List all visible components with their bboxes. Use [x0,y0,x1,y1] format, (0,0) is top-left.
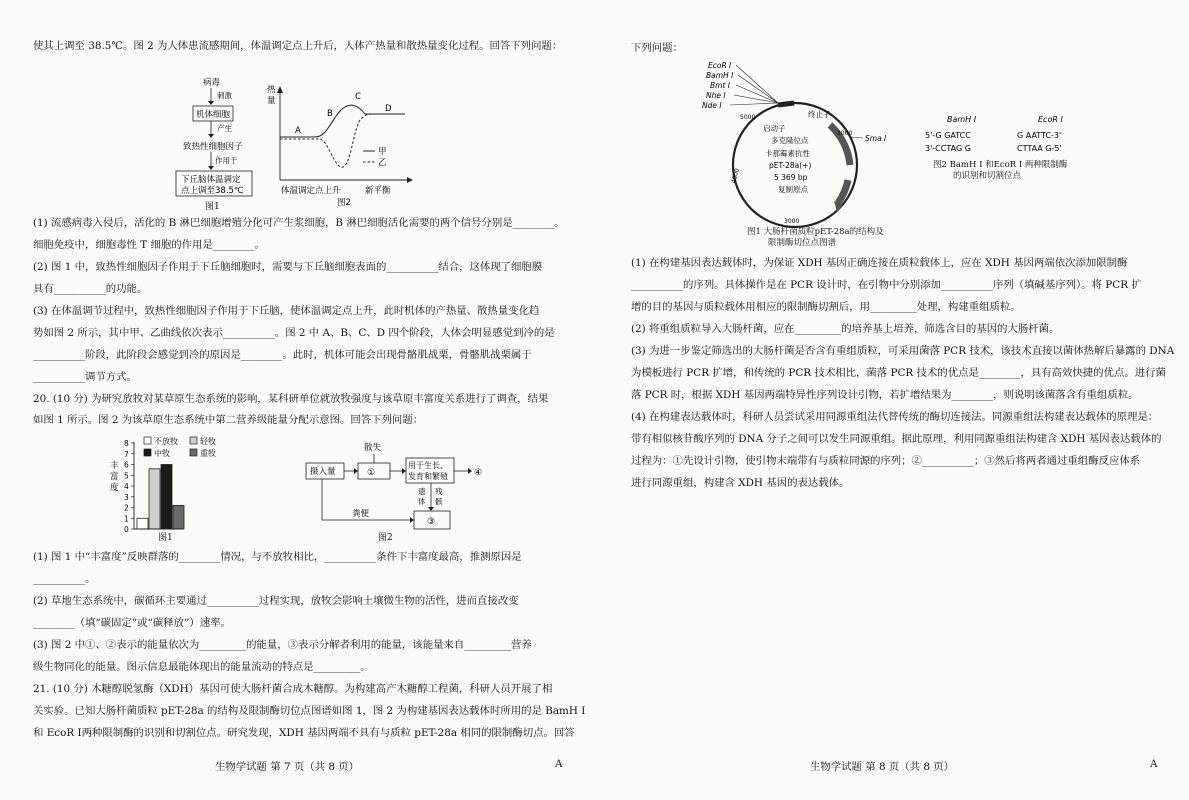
flow-stimulate: 刺激 [217,91,232,100]
energy-remains-2: 体 [418,497,426,506]
text-line: (1) 流感病毒入侵后，活化的 B 淋巴细胞增殖分化可产生浆细胞，B 淋巴细胞活化需要的两个信号分别是________。 [33,217,565,229]
y-tick-label: 5 [124,471,129,481]
text-line: 21. (10 分) 木糖醇脱氢酶（XDH）基因可使大肠杆菌合成木糖醇。为构建高产木糖醇工程菌，科研人员开展了相 [33,683,553,695]
flow-virus: 病毒 [203,78,221,88]
flow-act-on: 作用于 [215,156,238,165]
energy-n1: ① [367,468,376,478]
energy-remains-3: 残 [435,487,443,496]
text-line: (3) 在体温调节过程中，致热性细胞因子作用于下丘脑，使体温调定点上升，此时机体的产热量、散热量变化趋 [33,305,540,317]
page-footer: 生物学试题 第 7 页（共 8 页） [215,761,360,773]
y-tick-label: 3 [124,492,129,502]
fig2-caption: 图2 [337,198,351,208]
plasmid-sma: Sma I [865,134,887,143]
energy-feces: 粪便 [352,509,370,519]
plasmid-caption-1: 图1 大肠杆菌质粒pET-28a的结构及 [747,227,884,237]
text-line: 为模板进行 PCR 扩增，和传统的 PCR 技术相比，菌落 PCR 技术的优点是________，具有高效快捷的优点。进行菌 [631,367,1166,379]
point-c: C [355,92,361,102]
text-line: 势如图 2 所示，其中甲、乙曲线依次表示__________。图 2 中 A、B、C、D 四个阶段，人体会明显感觉到冷的是 [33,327,555,339]
site-nhe: Nhe I [706,91,726,100]
energy-n3: ③ [427,517,436,527]
plasmid-kan: 卡那霉素抗性 [765,149,810,158]
fig2-ylabel-2: 量 [267,96,276,106]
legend-jia: 甲 [378,147,387,157]
text-line: 落 PCR 时，根据 XDH 基因两端特异性序列设计引物，若扩增结果为________，则说明该菌落含有重组质粒。 [631,389,1139,401]
site-bmt: Bmt I [710,81,730,90]
text-line: (1) 在构建基因表达载体时，为保证 XDH 基因正确连接在质粒载体上，应在 XDH 基因两端依次添加限制酶 [631,257,1128,269]
enzyme-caption-1: 图2 BamH I 和EcoR I 两种限制酶 [933,160,1068,170]
y-tick-label: 2 [124,503,129,513]
text-line: 下列问题： [631,42,683,54]
bar-ylabel-2: 富 [110,472,119,482]
page-footer-letter: A [555,758,563,770]
text-line: 带有相似核苷酸序列的 DNA 分子之间可以发生同源重组。据此原理，利用同源重组法构建含 XDH 基因表达载体的 [631,433,1162,445]
plasmid-tick-3000: 3000 [784,218,800,225]
y-tick-label: 4 [124,482,129,491]
y-tick-label: 7 [124,449,129,459]
flow-produce: 产生 [217,124,232,133]
plasmid-tick-1000: 1000 [837,130,853,137]
legend-label: 轻牧 [200,437,216,446]
plasmid-tick-5000: 5000 [740,114,756,121]
bar-2 [149,469,160,529]
heat-curve-figure [265,82,415,207]
text-line: 增的目的基因与质粒载体用相应的限制酶切割后，用_________处理，构建重组质粒。 [631,301,1021,313]
text-line: (4) 在构建表达载体时，科研人员尝试采用同源重组法代替传统的酶切连接法。同源重组法构建表达载体的原理是： [631,411,1159,423]
legend-yi: 乙 [378,158,387,168]
ecor-bottom-strand: CTTAA G-5' [1017,144,1062,153]
legend-label: 中牧 [154,449,170,458]
energy-flow-figure [300,443,495,548]
fig2-x-label-2: 新平衡 [365,186,391,196]
plasmid-mcs: 多克隆位点 [771,136,809,145]
enzyme-caption-2: 的识别和切割位点 [953,171,1022,181]
site-ecor: EcoR I [708,61,732,70]
page-footer: 生物学试题 第 8 页（共 8 页） [810,761,955,773]
energy-remains-1: 遗 [418,487,426,496]
bamh-bottom-strand: 3'-CCTAG G [925,144,971,153]
text-line: (2) 图 1 中，致热性细胞因子作用于下丘脑细胞时，需要与下丘脑细胞表面的__________结合，这体现了细胞膜 [33,261,543,273]
legend-label: 不放牧 [154,437,178,446]
text-line: 级生物同化的能量。图示信息最能体现出的能量流动的特点是_________。 [33,661,371,673]
energy-caption: 图2 [378,533,393,543]
fig2-ylabel-1: 热 [267,85,276,95]
fig2-x-label-1: 体温调定点上升 [281,186,341,196]
plasmid-name: pET-28a(+) [769,161,812,170]
fever-flow-figure [175,75,265,200]
bar-4 [173,505,184,529]
point-a: A [295,126,301,136]
energy-growth-2: 发育和繁殖 [408,472,448,481]
y-tick-label: 6 [124,460,129,470]
text-line: 20. (10 分) 为研究放牧对某草原生态系统的影响，某科研单位就放牧强度与该草原丰富度关系进行了调查，结果 [33,393,549,405]
y-tick-label: 0 [124,525,129,534]
richness-bar-chart [108,432,238,542]
page-footer-letter: A [1150,758,1158,770]
flow-cytokine: 致热性细胞因子 [183,142,243,152]
y-tick-label: 8 [124,439,129,448]
legend-swatch [144,449,151,456]
text-line: (2) 将重组质粒导入大肠杆菌，应在_________的培养基上培养，筛选含目的基因的大肠杆菌。 [631,323,1060,335]
text-line: (2) 草地生态系统中，碳循环主要通过__________过程实现，放牧会影响土壤微生物的活性，进而直接改变 [33,595,519,607]
enzyme-bamh-label: BamH I [947,115,977,124]
plasmid-map-figure [700,55,890,250]
flow-hypothalamus-2: 点上调至38.5℃ [181,186,244,196]
energy-n4: ④ [474,468,483,478]
text-line: ________（填“碳固定”或“碳释放”）速率。 [33,617,231,629]
legend-swatch [144,437,151,444]
plasmid-promoter: 启动子 [763,124,786,133]
fig1-caption: 图1 [205,202,220,212]
legend-swatch [190,449,197,456]
energy-loss: 散失 [364,443,382,453]
legend-swatch [190,437,197,444]
text-line: (1) 图 1 中“丰富度”反映群落的________情况，与不放牧相比，__________条件下丰富度最高，推测原因是 [33,551,522,563]
text-line: 和 EcoR I两种限制酶的识别和切割位点。研究发现，XDH 基因两端不具有与质粒 pET-28a 相同的限制酶切点。回答 [33,727,575,739]
ecor-top-strand: G AATTC-3' [1017,131,1062,140]
text-line: 进行同源重组，构建含 XDH 基因的表达载体。 [631,477,850,489]
energy-growth-1: 用于生长、 [408,461,448,470]
energy-intake: 摄入量 [310,467,336,477]
energy-remains-4: 骸 [435,497,443,506]
plasmid-terminator: 终止子 [808,110,831,119]
text-line: __________。 [33,573,96,585]
text-line: 关实验。已知大肠杆菌质粒 pET-28a 的结构及限制酶切位点图谱如图 1，图 2 为构建基因表达载体时所用的是 BamH I [33,705,586,717]
text-line: 使其上调至 38.5℃。图 2 为人体患流感期间，体温调定点上升后，人体产热量和散热量变化过程。回答下列问题： [33,40,563,52]
plasmid-caption-2: 限制酶切位点图谱 [768,238,837,248]
text-line: (3) 为进一步鉴定筛选出的大肠杆菌是否含有重组质粒，可采用菌落 PCR 技术，该技术直接以菌体热解后暴露的 DNA [631,345,1175,357]
bar-chart-caption: 图1 [158,533,173,543]
enzyme-ecor-label: EcoR I [1038,115,1063,124]
text-line: (3) 图 2 中①、②表示的能量依次为_________的能量，③表示分解者利用的能量，该能量来自_________营养 [33,639,532,651]
text-line: __________的序列。具体操作是在 PCR 设计时，在引物中分别添加__________序列（填碱基序列）。将 PCR 扩 [631,279,1142,291]
y-tick-label: 1 [124,514,129,524]
bar-ylabel-3: 度 [110,483,119,493]
site-bamh: BamH I [706,71,734,80]
plasmid-size: 5 369 bp [774,173,808,182]
text-line: 具有__________的功能。 [33,283,148,295]
point-d: D [385,104,392,114]
text-line: __________调节方式。 [33,371,137,383]
plasmid-ori: 复制原点 [778,185,808,194]
page-8 [595,0,1189,800]
text-line: 如图 1 所示。图 2 为该草原生态系统中第二营养级能量分配示意图。回答下列问题： [33,414,424,426]
text-line: 细胞免疫中，细胞毒性 T 细胞的作用是________。 [33,239,265,251]
plasmid-tick-4000: 4000 [730,167,742,185]
bar-1 [137,518,148,529]
bar-ylabel-1: 丰 [110,461,119,471]
flow-body-cell: 机体细胞 [196,110,231,120]
legend-label: 重牧 [200,449,216,458]
point-b: B [327,109,333,119]
bar-3 [161,465,172,530]
text-line: 过程为：①先设计引物，使引物末端带有与质粒同源的序列；②__________；③然后将两者通过重组酶反应体系 [631,455,1141,467]
flow-hypothalamus-1: 下丘脑体温调定 [181,175,241,185]
bamh-top-strand: 5'-G GATCC [925,131,971,140]
site-nde: Nde I [702,101,722,110]
text-line: __________阶段，此阶段会感觉到冷的原因是________。此时，机体可能会出现骨骼肌战栗，骨骼肌战栗属于 [33,349,532,361]
